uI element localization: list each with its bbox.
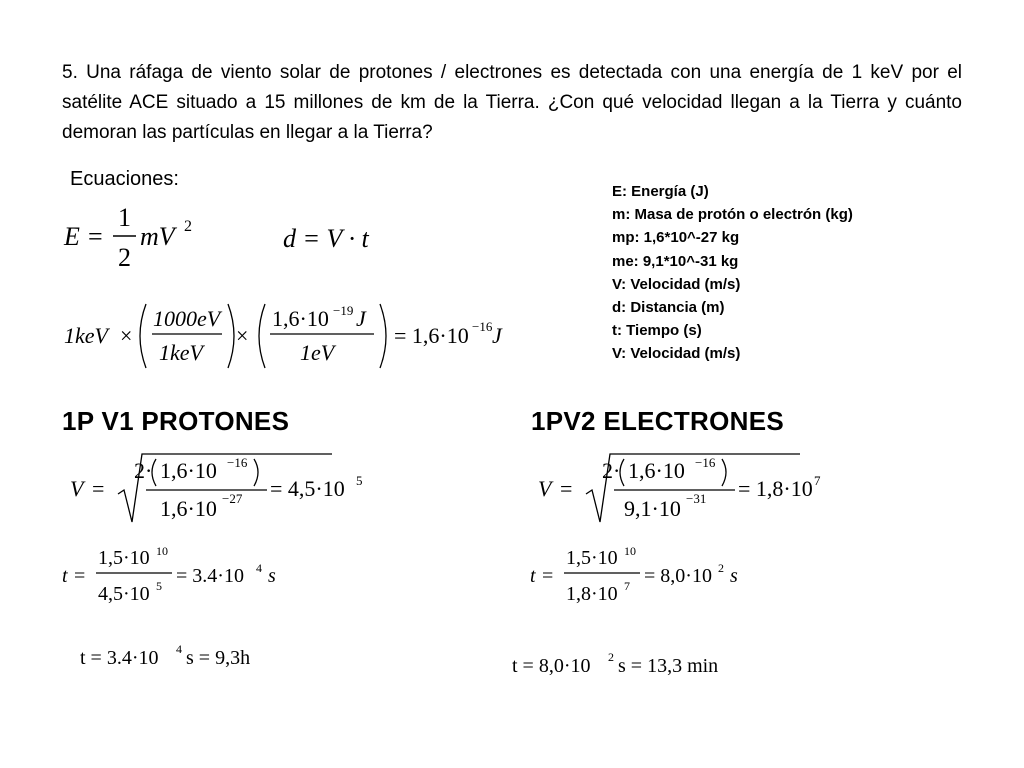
svg-text:=: = xyxy=(74,565,86,587)
protons-heading: 1P V1 PROTONES xyxy=(62,406,290,436)
conversion-result-unit: J xyxy=(492,323,502,348)
protons-v-result: = 4,5·10 xyxy=(270,476,345,501)
protons-v-den: 1,6·10 xyxy=(160,496,217,521)
electrons-t-num-exp: 10 xyxy=(624,544,636,558)
svg-text:×: × xyxy=(236,323,249,348)
equations-label: Ecuaciones: xyxy=(70,168,179,190)
protons-final-exp: 4 xyxy=(176,642,182,656)
electrons-v-result-exp: 7 xyxy=(814,473,821,488)
legend-item: V: Velocidad (m/s) xyxy=(612,345,741,363)
protons-final-time xyxy=(80,640,300,674)
energy-exponent: 2 xyxy=(184,218,192,235)
distance-formula: d = V · t xyxy=(283,224,369,253)
electrons-v-num-exp: −16 xyxy=(695,455,716,470)
energy-lhs: E xyxy=(64,222,80,251)
conversion-result-exp: −16 xyxy=(472,319,493,334)
protons-t-result-exp: 4 xyxy=(256,561,262,575)
electrons-final-time xyxy=(512,648,752,682)
conversion-f2-num: 1,6·10 xyxy=(272,306,329,331)
protons-final-a: t = 3.4·10 xyxy=(80,647,159,669)
legend-item: d: Distancia (m) xyxy=(612,299,725,317)
electrons-t-unit: s xyxy=(730,565,738,587)
svg-text:t: t xyxy=(62,565,68,587)
energy-formula xyxy=(60,200,210,275)
svg-text:=: = xyxy=(560,476,573,501)
energy-rhs: mV xyxy=(140,222,175,251)
legend-item: mp: 1,6*10^-27 kg xyxy=(612,229,740,247)
svg-text:=: = xyxy=(92,476,105,501)
conversion-f1-den: 1keV xyxy=(159,340,203,365)
variables-legend xyxy=(612,180,853,366)
electrons-velocity-formula xyxy=(530,450,860,530)
energy-conversion-formula xyxy=(60,298,520,374)
legend-item: m: Masa de protón o electrón (kg) xyxy=(612,206,853,224)
conversion-f1-num: 1000eV xyxy=(153,306,221,331)
svg-text:=: = xyxy=(542,565,554,587)
protons-v-num-b: 1,6·10 xyxy=(160,458,217,483)
conversion-start: 1keV xyxy=(64,323,108,348)
electrons-v-result: = 1,8·10 xyxy=(738,476,813,501)
protons-t-result: = 3.4·10 xyxy=(176,565,244,587)
svg-text:V: V xyxy=(70,476,84,501)
conversion-result: = 1,6·10 xyxy=(394,323,469,348)
protons-time-formula xyxy=(62,540,322,610)
protons-v-num-exp: −16 xyxy=(227,455,248,470)
protons-v-result-exp: 5 xyxy=(356,473,363,488)
svg-text:=: = xyxy=(88,222,103,251)
electrons-t-result-exp: 2 xyxy=(718,561,724,575)
conversion-f2-exp: −19 xyxy=(333,303,354,318)
energy-fraction-den: 2 xyxy=(118,243,131,272)
svg-text:V: V xyxy=(538,476,552,501)
electrons-heading: 1PV2 ELECTRONES xyxy=(531,406,785,436)
electrons-final-exp: 2 xyxy=(608,650,614,664)
protons-final-b: s = 9,3h xyxy=(186,647,251,669)
protons-t-num-exp: 10 xyxy=(156,544,168,558)
protons-v-den-exp: −27 xyxy=(222,491,243,506)
electrons-t-den-exp: 7 xyxy=(624,579,630,593)
legend-item: me: 9,1*10^-31 kg xyxy=(612,252,739,270)
conversion-f2-den: 1eV xyxy=(300,340,335,365)
protons-velocity-formula xyxy=(62,450,382,530)
electrons-t-den: 1,8·10 xyxy=(566,583,618,605)
svg-text:t: t xyxy=(530,565,536,587)
conversion-f2-unit: J xyxy=(356,306,366,331)
protons-t-num: 1,5·10 xyxy=(98,547,150,569)
protons-v-num-a: 2· xyxy=(134,458,153,483)
electrons-final-b: s = 13,3 min xyxy=(618,655,719,677)
protons-t-den-exp: 5 xyxy=(156,579,162,593)
protons-t-unit: s xyxy=(268,565,276,587)
legend-item: V: Velocidad (m/s) xyxy=(612,275,741,293)
problem-statement: 5. Una ráfaga de viento solar de protones / electrones es detectada con una energía de 1 keV por el satélite ACE situado a 15 millones de km de la Tierra. ¿Con qué velocidad llegan a la Tierra y cuánto demoran las partículas en llegar a la Tierra? xyxy=(62,62,962,143)
electrons-t-result: = 8,0·10 xyxy=(644,565,712,587)
legend-item: E: Energía (J) xyxy=(612,183,709,200)
legend-item: t: Tiempo (s) xyxy=(612,322,702,340)
svg-text:×: × xyxy=(120,323,133,348)
electrons-v-num-a: 2· xyxy=(602,458,621,483)
electrons-v-den-exp: −31 xyxy=(686,491,707,506)
electrons-final-a: t = 8,0·10 xyxy=(512,655,591,677)
electrons-v-num-b: 1,6·10 xyxy=(628,458,685,483)
electrons-time-formula xyxy=(530,540,790,610)
protons-t-den: 4,5·10 xyxy=(98,583,150,605)
electrons-t-num: 1,5·10 xyxy=(566,547,618,569)
electrons-v-den: 9,1·10 xyxy=(624,496,681,521)
energy-fraction-num: 1 xyxy=(118,203,131,232)
